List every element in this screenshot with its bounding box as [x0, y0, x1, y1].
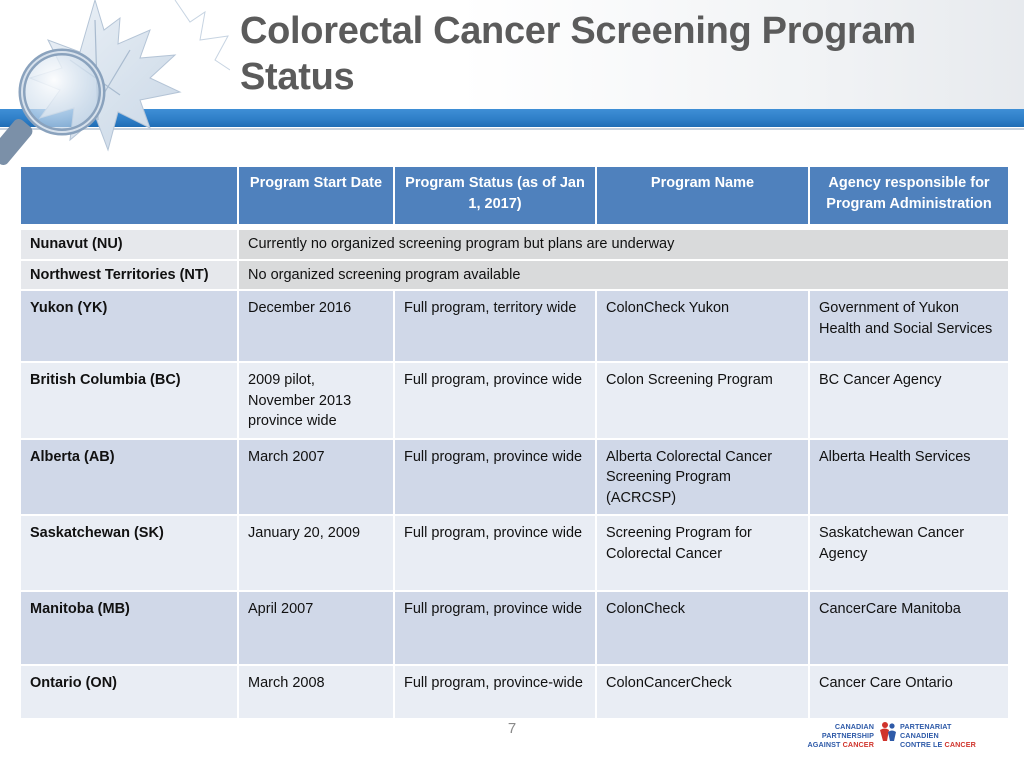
- start-date-cell: April 2007: [239, 592, 393, 664]
- header-status: Program Status (as of Jan 1, 2017): [395, 167, 595, 224]
- slide-title: Colorectal Cancer Screening Program Status: [240, 10, 916, 98]
- table-row-saskatchewan: [21, 516, 1008, 590]
- program-name-cell: ColonCancerCheck: [597, 666, 808, 718]
- region-cell: Manitoba (MB): [21, 592, 237, 664]
- start-date-cell: 2009 pilot, November 2013 province wide: [239, 363, 393, 438]
- status-cell: Full program, territory wide: [395, 291, 595, 361]
- partnership-logo: [786, 720, 996, 749]
- agency-cell: CancerCare Manitoba: [810, 592, 1008, 664]
- region-cell: Northwest Territories (NT): [21, 261, 237, 290]
- screening-status-table: [19, 165, 1010, 720]
- agency-cell: Government of Yukon Health and Social Services: [810, 291, 1008, 361]
- table-row-alberta: [21, 440, 1008, 515]
- table-row-british-columbia: [21, 363, 1008, 438]
- start-date-cell: March 2007: [239, 440, 393, 515]
- status-cell: Full program, province wide: [395, 592, 595, 664]
- table-row-nunavut: [21, 230, 1008, 259]
- region-cell: Yukon (YK): [21, 291, 237, 361]
- status-cell: Full program, province-wide: [395, 666, 595, 718]
- status-note-cell: No organized screening program available: [239, 261, 1008, 290]
- agency-cell: Saskatchewan Cancer Agency: [810, 516, 1008, 590]
- program-name-cell: Colon Screening Program: [597, 363, 808, 438]
- start-date-cell: March 2008: [239, 666, 393, 718]
- region-cell: Saskatchewan (SK): [21, 516, 237, 590]
- header-agency: Agency responsible for Program Administration: [810, 167, 1008, 224]
- region-cell: British Columbia (BC): [21, 363, 237, 438]
- status-note-cell: Currently no organized screening program but plans are underway: [239, 230, 1008, 259]
- status-cell: Full program, province wide: [395, 440, 595, 515]
- agency-cell: Alberta Health Services: [810, 440, 1008, 515]
- header-start-date: Program Start Date: [239, 167, 393, 224]
- table-row-ontario: [21, 666, 1008, 718]
- partnership-emblem-icon: [878, 720, 898, 742]
- header-program-name: Program Name: [597, 167, 808, 224]
- program-name-cell: ColonCheck Yukon: [597, 291, 808, 361]
- region-cell: Nunavut (NU): [21, 230, 237, 259]
- table-header-row: [21, 167, 1008, 224]
- table-row-manitoba: [21, 592, 1008, 664]
- table-row-northwest-territories: [21, 261, 1008, 290]
- region-cell: Ontario (ON): [21, 666, 237, 718]
- program-name-cell: Alberta Colorectal Cancer Screening Program (ACRCSP): [597, 440, 808, 515]
- header-region: [21, 167, 237, 224]
- table-row-yukon: [21, 291, 1008, 361]
- program-name-cell: ColonCheck: [597, 592, 808, 664]
- page-number: 7: [507, 720, 517, 737]
- region-cell: Alberta (AB): [21, 440, 237, 515]
- status-cell: Full program, province wide: [395, 516, 595, 590]
- program-name-cell: Screening Program for Colorectal Cancer: [597, 516, 808, 590]
- logo-text-english: CANADIAN PARTNERSHIP AGAINST CANCER: [807, 722, 874, 749]
- agency-cell: Cancer Care Ontario: [810, 666, 1008, 718]
- status-cell: Full program, province wide: [395, 363, 595, 438]
- start-date-cell: January 20, 2009: [239, 516, 393, 590]
- agency-cell: BC Cancer Agency: [810, 363, 1008, 438]
- logo-text-french: PARTENARIAT CANADIEN CONTRE LE CANCER: [900, 722, 976, 749]
- maple-leaf-magnifier-icon: [0, 0, 230, 185]
- start-date-cell: December 2016: [239, 291, 393, 361]
